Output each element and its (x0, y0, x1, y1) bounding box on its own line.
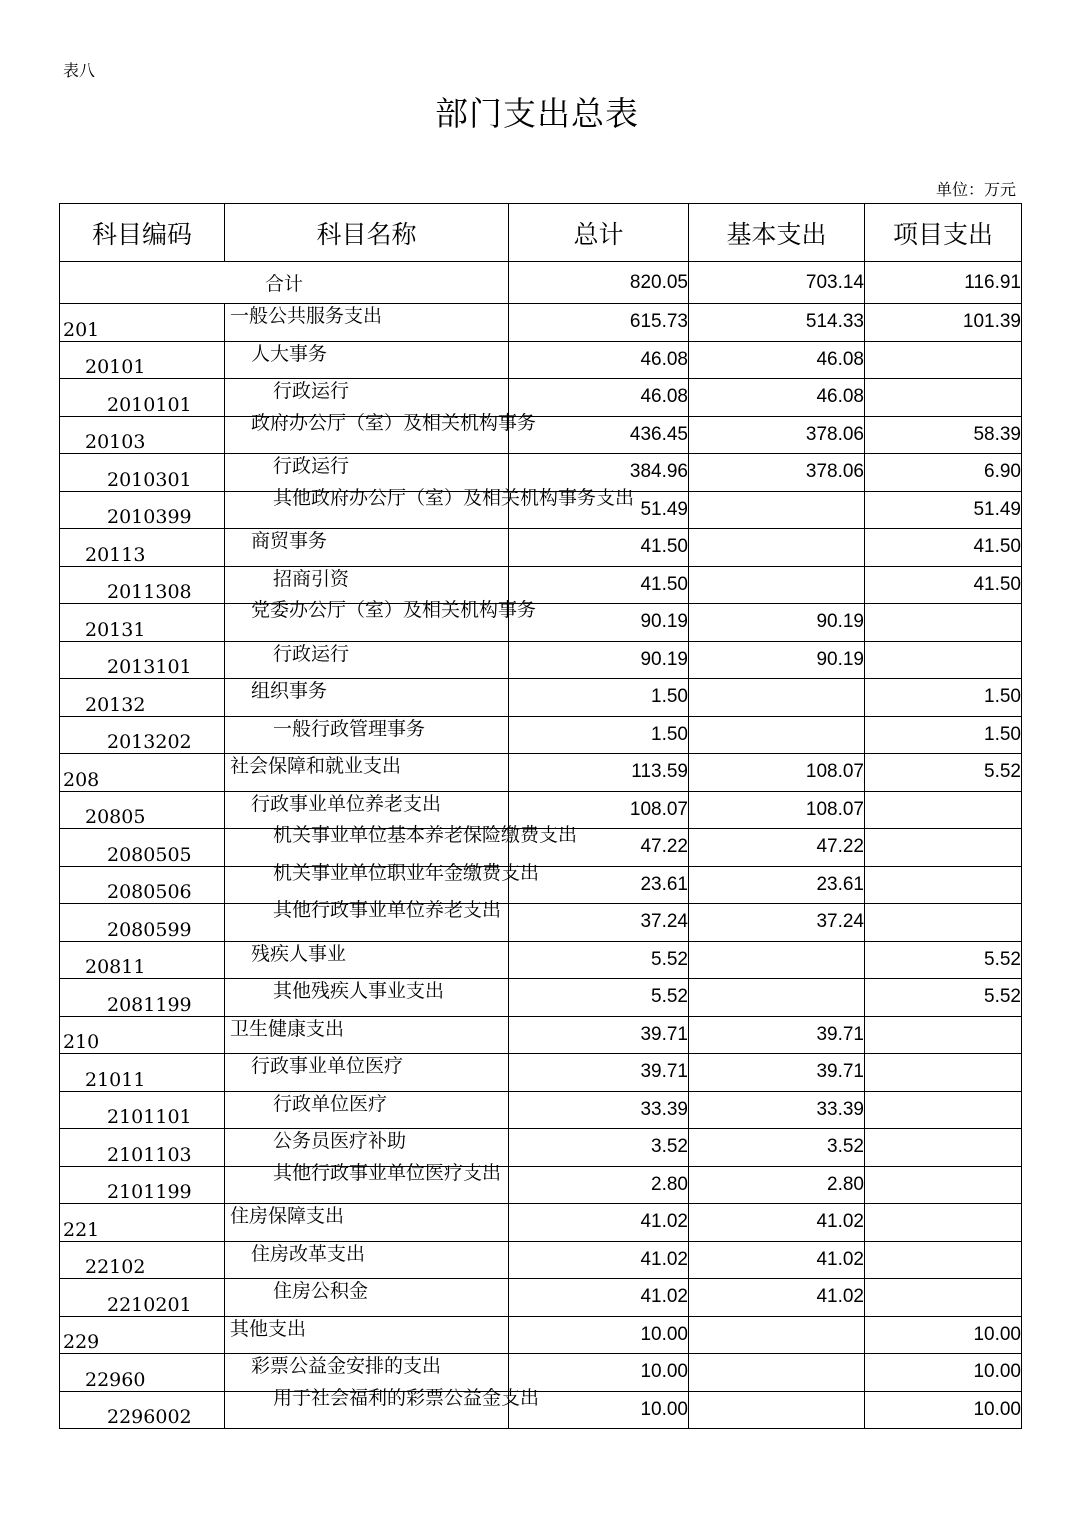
row-total: 23.61 (509, 866, 689, 904)
table-row (60, 641, 1022, 679)
row-total: 436.45 (509, 416, 689, 454)
row-name-cell (225, 941, 509, 979)
row-name-cell (225, 486, 635, 529)
header-basic: 基本支出 (689, 204, 865, 262)
row-name: 用于社会福利的彩票公益金支出 (273, 1386, 540, 1409)
table-row (60, 1129, 1022, 1167)
table-row (60, 1354, 1022, 1392)
row-project (865, 1279, 1022, 1317)
row-basic (689, 979, 865, 1017)
row-name: 卫生健康支出 (230, 1017, 345, 1040)
row-code: 2101199 (60, 1166, 225, 1204)
table-number-label: 表八 (63, 61, 96, 80)
row-total: 41.02 (509, 1279, 689, 1317)
row-code: 20101 (60, 341, 225, 379)
row-code: 2013101 (60, 641, 225, 679)
row-name-cell (225, 341, 509, 379)
row-project (865, 641, 1022, 679)
row-name: 住房改革支出 (251, 1242, 366, 1265)
row-name: 其他行政事业单位养老支出 (273, 899, 502, 921)
row-project (865, 791, 1022, 829)
row-total: 51.49 (509, 491, 689, 529)
row-code: 21011 (60, 1054, 225, 1092)
row-code: 22102 (60, 1241, 225, 1279)
row-name-cell (225, 979, 509, 1017)
row-total: 1.50 (509, 716, 689, 754)
row-total: 41.02 (509, 1204, 689, 1242)
table-row (60, 1316, 1022, 1354)
row-project: 10.00 (865, 1316, 1022, 1354)
table-row (60, 904, 1022, 942)
row-total: 10.00 (509, 1316, 689, 1354)
row-name-cell (225, 716, 509, 754)
row-project: 10.00 (865, 1354, 1022, 1392)
row-name: 人大事务 (251, 342, 328, 365)
row-name-cell (225, 1016, 509, 1054)
table-row (60, 454, 1022, 492)
row-name-cell (225, 1204, 509, 1242)
row-name-cell (225, 304, 509, 342)
row-total: 5.52 (509, 941, 689, 979)
page-title: 部门支出总表 (435, 94, 639, 133)
row-project: 5.52 (865, 754, 1022, 792)
row-total: 46.08 (509, 379, 689, 417)
table-row (60, 829, 1022, 867)
row-basic: 3.52 (689, 1129, 865, 1167)
header-row (60, 204, 1022, 262)
row-basic (689, 529, 865, 567)
row-basic: 41.02 (689, 1241, 865, 1279)
row-total: 47.22 (509, 829, 689, 867)
row-basic (689, 1391, 865, 1429)
header-total: 总计 (509, 204, 689, 262)
row-project (865, 604, 1022, 642)
row-project: 41.50 (865, 529, 1022, 567)
table-row (60, 754, 1022, 792)
row-code: 201 (60, 304, 225, 342)
row-project: 5.52 (865, 941, 1022, 979)
row-name: 政府办公厅（室）及相关机构事务 (251, 411, 537, 434)
row-name: 其他残疾人事业支出 (273, 980, 445, 1002)
row-basic: 46.08 (689, 379, 865, 417)
row-basic: 90.19 (689, 641, 865, 679)
row-name: 残疾人事业 (251, 942, 347, 965)
row-name: 机关事业单位职业年金缴费支出 (273, 861, 540, 884)
table-row (60, 416, 1022, 454)
row-name-cell (225, 1241, 509, 1279)
row-name: 住房公积金 (273, 1280, 369, 1302)
row-basic (689, 716, 865, 754)
row-code: 20811 (60, 941, 225, 979)
row-name: 行政事业单位养老支出 (251, 792, 442, 815)
row-name: 社会保障和就业支出 (230, 755, 402, 777)
row-total: 39.71 (509, 1016, 689, 1054)
row-basic: 39.71 (689, 1054, 865, 1092)
row-basic: 33.39 (689, 1091, 865, 1129)
row-basic (689, 1316, 865, 1354)
row-name: 其他政府办公厅（室）及相关机构事务支出 (273, 486, 635, 509)
row-total: 41.50 (509, 566, 689, 604)
row-basic (689, 1354, 865, 1392)
table-row (60, 1279, 1022, 1317)
row-total: 3.52 (509, 1129, 689, 1167)
row-total: 41.50 (509, 529, 689, 567)
row-name-cell (225, 1386, 540, 1429)
row-code: 20805 (60, 791, 225, 829)
row-project (865, 1241, 1022, 1279)
row-basic: 23.61 (689, 866, 865, 904)
total-cell-total: 820.05 (509, 262, 689, 304)
row-code: 2010101 (60, 379, 225, 417)
row-name: 行政事业单位医疗 (251, 1055, 404, 1077)
row-name-cell (225, 754, 509, 792)
row-total: 46.08 (509, 341, 689, 379)
row-name: 行政运行 (273, 380, 350, 402)
row-basic: 46.08 (689, 341, 865, 379)
row-project (865, 1054, 1022, 1092)
row-basic: 39.71 (689, 1016, 865, 1054)
row-name: 行政运行 (273, 455, 350, 477)
table-row (60, 791, 1022, 829)
row-project: 10.00 (865, 1391, 1022, 1429)
row-name: 住房保障支出 (230, 1205, 345, 1227)
row-project: 58.39 (865, 416, 1022, 454)
row-project: 51.49 (865, 491, 1022, 529)
row-code: 221 (60, 1204, 225, 1242)
row-total: 615.73 (509, 304, 689, 342)
table-row (60, 1166, 1022, 1204)
row-total: 113.59 (509, 754, 689, 792)
row-name: 一般行政管理事务 (273, 717, 426, 740)
row-name: 其他行政事业单位医疗支出 (273, 1161, 502, 1184)
row-basic: 41.02 (689, 1204, 865, 1242)
row-basic: 378.06 (689, 416, 865, 454)
row-code: 20113 (60, 529, 225, 567)
total-row (60, 262, 1022, 304)
header-project: 项目支出 (865, 204, 1022, 262)
row-name: 公务员医疗补助 (273, 1130, 407, 1152)
table-row (60, 1391, 1022, 1429)
total-label: 合计 (60, 262, 509, 304)
row-project (865, 1129, 1022, 1167)
row-code: 2210201 (60, 1279, 225, 1317)
row-basic: 47.22 (689, 829, 865, 867)
row-code: 2101103 (60, 1129, 225, 1167)
total-cell-project: 116.91 (865, 262, 1022, 304)
row-code: 2013202 (60, 716, 225, 754)
row-name-cell (225, 1161, 509, 1204)
table-row (60, 1204, 1022, 1242)
table-row (60, 529, 1022, 567)
row-code: 208 (60, 754, 225, 792)
table-row (60, 304, 1022, 342)
row-name-cell (225, 1091, 509, 1129)
row-basic: 378.06 (689, 454, 865, 492)
table-row (60, 491, 1022, 529)
table-row (60, 679, 1022, 717)
row-name-cell (225, 1054, 509, 1092)
row-total: 10.00 (509, 1354, 689, 1392)
row-basic: 514.33 (689, 304, 865, 342)
row-code: 20103 (60, 416, 225, 454)
row-basic: 2.80 (689, 1166, 865, 1204)
row-total: 108.07 (509, 791, 689, 829)
row-name: 机关事业单位基本养老保险缴费支出 (273, 824, 578, 846)
table-row (60, 1241, 1022, 1279)
unit-label: 单位：万元 (935, 180, 1016, 199)
row-name: 行政单位医疗 (273, 1092, 388, 1115)
row-name: 彩票公益金安排的支出 (251, 1355, 442, 1377)
row-basic: 108.07 (689, 754, 865, 792)
row-project (865, 904, 1022, 942)
row-name: 党委办公厅（室）及相关机构事务 (251, 599, 537, 621)
row-code: 2010301 (60, 454, 225, 492)
row-basic: 41.02 (689, 1279, 865, 1317)
row-total: 41.02 (509, 1241, 689, 1279)
table-row (60, 566, 1022, 604)
row-name-cell (225, 641, 509, 679)
table-row (60, 941, 1022, 979)
row-name-cell (225, 1279, 509, 1317)
row-total: 5.52 (509, 979, 689, 1017)
row-project (865, 379, 1022, 417)
row-project (865, 866, 1022, 904)
header-name: 科目名称 (225, 204, 509, 262)
row-total: 90.19 (509, 641, 689, 679)
row-code: 2010399 (60, 491, 225, 529)
table-row (60, 379, 1022, 417)
row-project (865, 829, 1022, 867)
row-total: 1.50 (509, 679, 689, 717)
table-row (60, 716, 1022, 754)
row-project: 5.52 (865, 979, 1022, 1017)
row-code: 2080506 (60, 866, 225, 904)
row-total: 2.80 (509, 1166, 689, 1204)
row-project: 1.50 (865, 679, 1022, 717)
row-total: 384.96 (509, 454, 689, 492)
row-project (865, 1166, 1022, 1204)
row-name-cell (225, 899, 509, 942)
row-name-cell (225, 679, 509, 717)
total-cell-basic: 703.14 (689, 262, 865, 304)
row-basic: 108.07 (689, 791, 865, 829)
table-row (60, 341, 1022, 379)
row-basic (689, 566, 865, 604)
row-name: 行政运行 (273, 642, 350, 665)
row-name-cell (225, 1316, 509, 1354)
row-total: 10.00 (509, 1391, 689, 1429)
expenditure-table (59, 203, 1022, 1429)
row-total: 33.39 (509, 1091, 689, 1129)
row-code: 22960 (60, 1354, 225, 1392)
row-name: 其他支出 (230, 1317, 307, 1340)
row-project (865, 341, 1022, 379)
row-project (865, 1016, 1022, 1054)
table-row (60, 1054, 1022, 1092)
table-row (60, 1016, 1022, 1054)
row-code: 229 (60, 1316, 225, 1354)
row-code: 210 (60, 1016, 225, 1054)
row-name: 一般公共服务支出 (230, 305, 383, 327)
row-name-cell (225, 529, 509, 567)
row-project: 6.90 (865, 454, 1022, 492)
row-code: 20132 (60, 679, 225, 717)
row-project: 101.39 (865, 304, 1022, 342)
row-project: 1.50 (865, 716, 1022, 754)
row-name: 招商引资 (273, 567, 350, 590)
row-code: 2011308 (60, 566, 225, 604)
row-total: 39.71 (509, 1054, 689, 1092)
table-row (60, 866, 1022, 904)
row-basic (689, 679, 865, 717)
table-row (60, 1091, 1022, 1129)
row-code: 2101101 (60, 1091, 225, 1129)
row-name: 商贸事务 (251, 530, 328, 552)
row-code: 2081199 (60, 979, 225, 1017)
row-code: 2080505 (60, 829, 225, 867)
row-project (865, 1204, 1022, 1242)
row-basic (689, 491, 865, 529)
row-project (865, 1091, 1022, 1129)
row-project: 41.50 (865, 566, 1022, 604)
header-code: 科目编码 (60, 204, 225, 262)
row-total: 90.19 (509, 604, 689, 642)
row-name-cell (225, 599, 537, 642)
row-name: 组织事务 (251, 680, 328, 702)
table-row (60, 979, 1022, 1017)
row-code: 2080599 (60, 904, 225, 942)
row-total: 37.24 (509, 904, 689, 942)
row-name-cell (225, 411, 537, 454)
row-basic: 37.24 (689, 904, 865, 942)
row-code: 20131 (60, 604, 225, 642)
row-code: 2296002 (60, 1391, 225, 1429)
row-basic (689, 941, 865, 979)
table-row (60, 604, 1022, 642)
row-basic: 90.19 (689, 604, 865, 642)
